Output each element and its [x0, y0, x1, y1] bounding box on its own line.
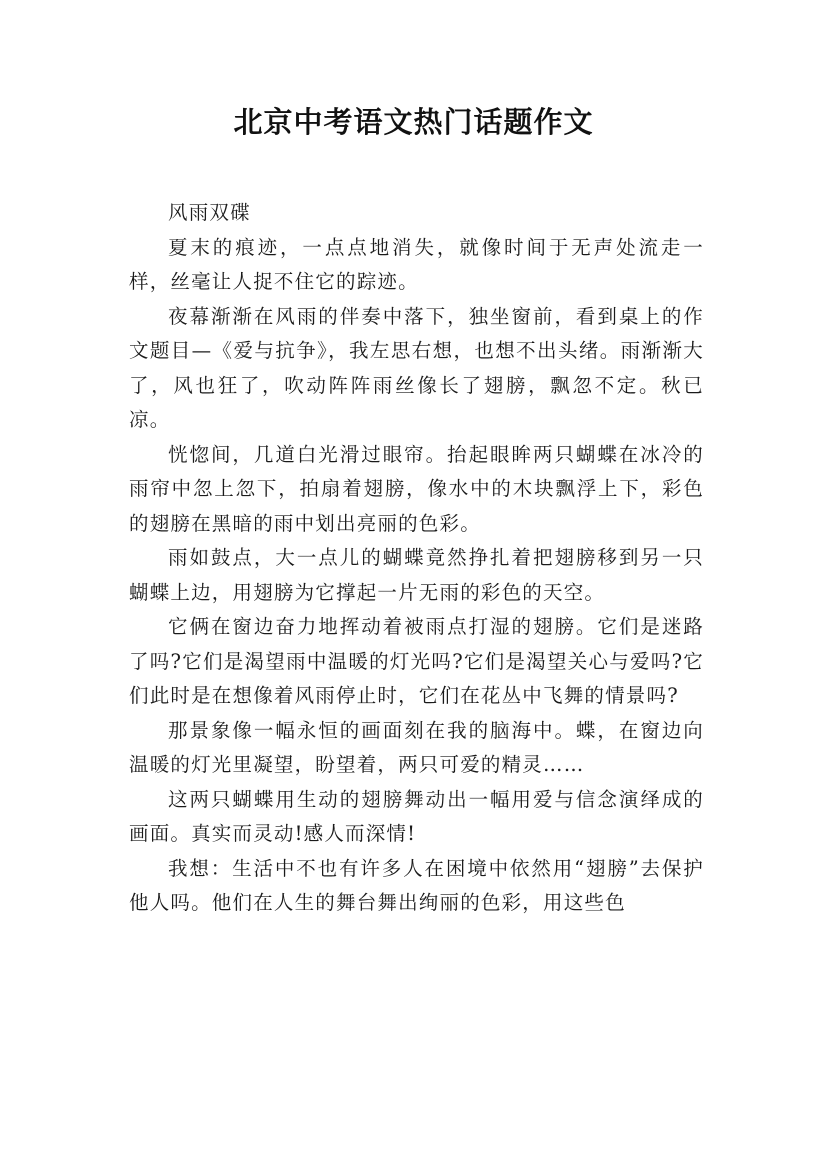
document-body — [129, 196, 704, 921]
paragraph: 我想：生活中不也有许多人在困境中依然用“翅膀”去保护他人吗。他们在人生的舞台舞出绚丽的色彩，用这些色 — [129, 856, 704, 914]
paragraph: 这两只蝴蝶用生动的翅膀舞动出一幅用爱与信念演绎成的画面。真实而灵动!感人而深情! — [129, 787, 704, 845]
document-title: 北京中考语文热门话题作文 — [233, 105, 594, 139]
paragraph-essay-title: 风雨双碟 — [168, 201, 251, 224]
paragraph: 那景象像一幅永恒的画面刻在我的脑海中。蝶，在窗边向温暖的灯光里凝望，盼望着，两只可爱的精灵…… — [129, 718, 704, 776]
paragraph: 夏末的痕迹，一点点地消失，就像时间于无声处流走一样，丝毫让人捉不住它的踪迹。 — [129, 235, 704, 293]
paragraph: 雨如鼓点，大一点儿的蝴蝶竟然挣扎着把翅膀移到另一只蝴蝶上边，用翅膀为它撑起一片无雨的彩色的天空。 — [129, 546, 704, 604]
paragraph: 它俩在窗边奋力地挥动着被雨点打湿的翅膀。它们是迷路了吗?它们是渴望雨中温暖的灯光吗?它们是渴望关心与爱吗?它们此时是在想像着风雨停止时，它们在花丛中飞舞的情景吗? — [129, 615, 704, 707]
paragraph: 夜幕渐渐在风雨的伴奏中落下，独坐窗前，看到桌上的作文题目—《爱与抗争》，我左思右想，也想不出头绪。雨渐渐大了，风也狂了，吹动阵阵雨丝像长了翅膀，飘忽不定。秋已凉。 — [129, 304, 704, 431]
paragraph: 恍惚间，几道白光滑过眼帘。抬起眼眸两只蝴蝶在冰冷的雨帘中忽上忽下，拍扇着翅膀，像水中的木块飘浮上下，彩色的翅膀在黑暗的雨中划出亮丽的色彩。 — [129, 442, 704, 535]
